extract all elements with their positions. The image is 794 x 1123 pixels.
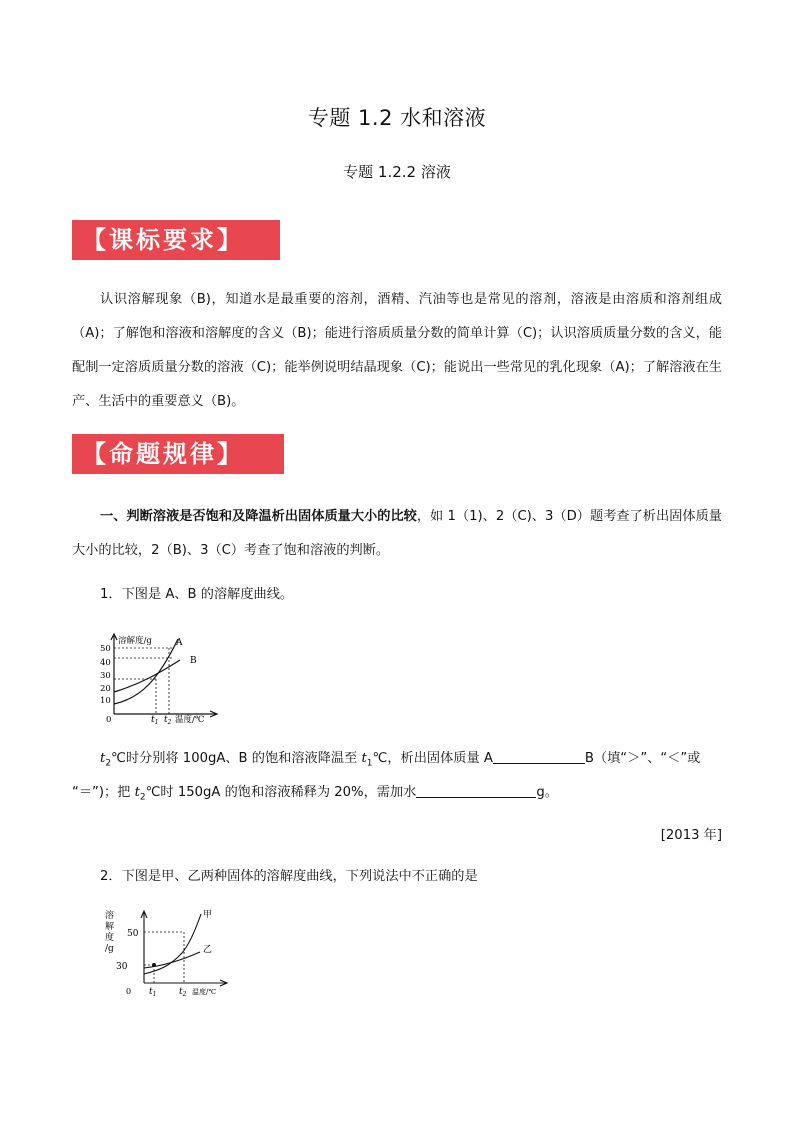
rule1-text: ，如 1（1)、2（C)、3（D）题考查了析出固体质量大小的比较，2（B)、3（C）考查了饱和溶液的判断。: [72, 509, 722, 558]
question1-line1: $t_2℃$时分别将 100gA、B 的饱和溶液降温至 $t_1℃$，析出固体质量 A B（填“＞”、“＜”或: [100, 751, 701, 769]
y-label-char-1: 溶: [105, 911, 115, 921]
x-axis-label: 温度/℃: [175, 715, 205, 725]
curve-yi-label: 乙: [203, 945, 213, 955]
question1-year: [2013 年]: [660, 828, 722, 843]
curve-a-line: [114, 639, 178, 704]
curve-jia-label: 甲: [203, 910, 213, 920]
page-title: 专题 1.2 水和溶液: [307, 106, 487, 130]
curve-b-line: [114, 660, 180, 692]
x-tick-t2: $t_2$: [164, 715, 172, 726]
intersection-point: [152, 963, 156, 967]
y-tick-20: 20: [100, 684, 111, 694]
section-banner-patterns: 【命题规律】: [72, 434, 284, 474]
y-tick-50: 50: [127, 929, 139, 939]
y-tick-30: 30: [100, 671, 111, 681]
origin-label: 0: [126, 987, 132, 996]
question1-line2: “＝”)；把 $t_2℃$时 150gA 的饱和溶液稀释为 20%，需加水 g。: [72, 785, 558, 803]
curve-b-label: B: [190, 656, 197, 666]
x-tick-t1: $t_1$: [149, 987, 157, 998]
question1-solubility-graph: [96, 632, 226, 726]
origin-label: 0: [106, 715, 112, 725]
y-label-char-2: 解: [105, 922, 115, 932]
curriculum-paragraph: 认识溶解现象（B)，知道水是最重要的溶剂，酒精、汽油等也是常见的溶剂，溶液是由溶质和溶剂组成（A)；了解饱和溶液和溶解度的含义（B)；能进行溶质质量分数的简单计算（C)；认识溶质质量分数的含义，能配制一定溶质质量分数的溶液（C)；能举例说明结晶现象（C)；能说出一些常见的乳化现象（A)；了解溶液在生产、生活中的重要意义（B)。: [72, 292, 722, 409]
y-tick-30: 30: [116, 962, 128, 972]
y-label-char-4: /g: [105, 944, 114, 954]
y-tick-40: 40: [100, 658, 111, 668]
answer-blank-2[interactable]: [416, 783, 536, 798]
y-tick-50: 50: [100, 644, 111, 654]
page-subtitle: 专题 1.2.2 溶液: [343, 163, 451, 181]
x-tick-t2: $t_2$: [179, 987, 187, 998]
curve-a-label: A: [176, 638, 183, 648]
answer-blank-1[interactable]: [493, 749, 585, 764]
question2-stem: 2．下图是甲、乙两种固体的溶解度曲线，下列说法中不正确的是: [100, 869, 478, 884]
rule1-paragraph: [72, 500, 722, 568]
question1-stem: 1．下图是 A、B 的溶解度曲线。: [100, 587, 294, 602]
x-tick-t1: $t_1$: [151, 715, 159, 726]
y-label-char-3: 度: [105, 933, 115, 943]
rule1-heading: 一、判断溶液是否饱和及降温析出固体质量大小的比较: [100, 509, 417, 524]
y-axis-label: 溶解度/g: [118, 636, 152, 646]
question2-solubility-graph: [102, 906, 232, 998]
x-axis-label: 温度/℃: [192, 988, 217, 996]
y-tick-10: 10: [100, 696, 111, 706]
section-banner-curriculum: 【课标要求】: [72, 220, 280, 260]
